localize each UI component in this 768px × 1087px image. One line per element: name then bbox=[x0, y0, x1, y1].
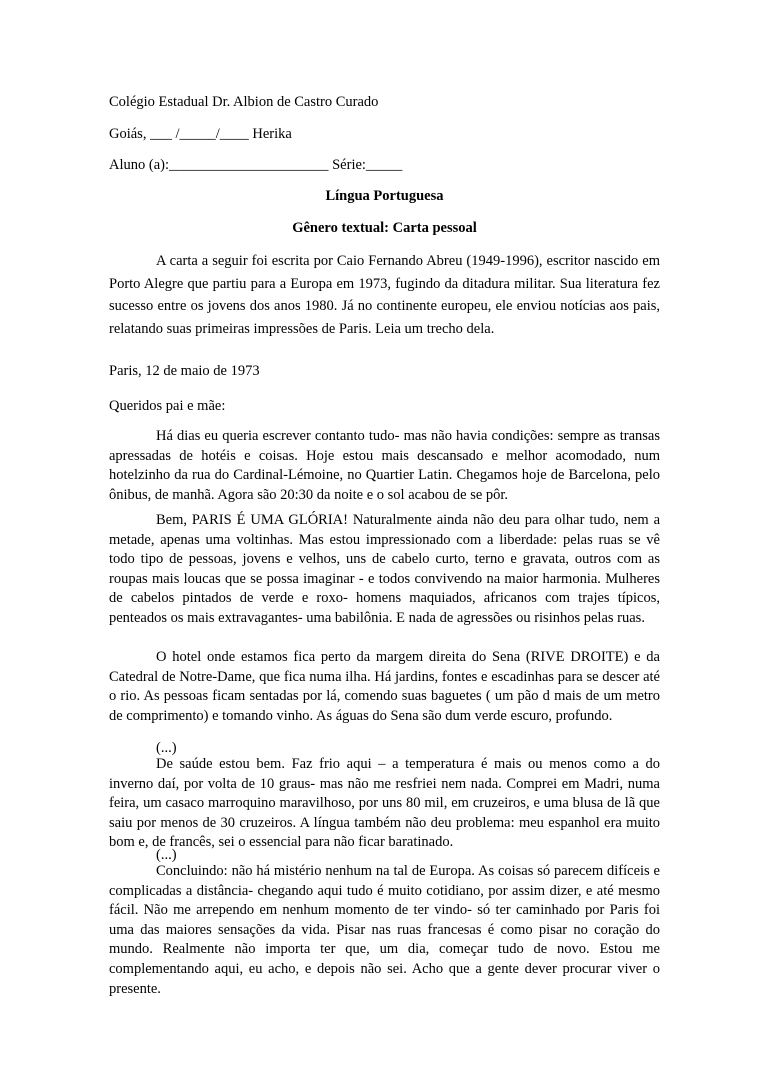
ellipsis-2: (...) bbox=[156, 847, 177, 863]
letter-paragraph-3: O hotel onde estamos fica perto da margem direita do Sena (RIVE DROITE) e da Catedral de Notre-Dame, que fica numa ilha. Há jardins, fontes e escadinhas para se descer até o rio. As pessoas ficam sentadas por lá, comendo suas baguetes ( um pão d mais de um metro de comprimento) e tomando vinho. As águas do Sena são dum verde escuro, profundo. bbox=[109, 649, 660, 724]
student-line: Aluno (a):______________________ Série:_____ bbox=[109, 157, 403, 173]
date-line: Goiás, ___ /_____/____ Herika bbox=[109, 126, 292, 142]
school-name: Colégio Estadual Dr. Albion de Castro Curado bbox=[109, 94, 379, 110]
ellipsis-1: (...) bbox=[156, 740, 177, 756]
letter-greeting: Queridos pai e mãe: bbox=[109, 398, 226, 414]
genre-title: Gênero textual: Carta pessoal bbox=[292, 220, 477, 236]
intro-paragraph: A carta a seguir foi escrita por Caio Fernando Abreu (1949-1996), escritor nascido em Porto Alegre que partiu para a Europa em 1973, fugindo da ditadura militar. Sua literatura fez sucesso entre os jovens dos anos 1980. Já no continente europeu, ele enviou notícias aos pais, relatando suas primeiras impressões de Paris. Leia um trecho dela. bbox=[109, 253, 660, 337]
letter-paragraph-4: De saúde estou bem. Faz frio aqui – a temperatura é mais ou menos como a do inverno daí, por volta de 10 graus- mas não me resfriei nem nada. Comprei em Madri, numa feira, um casaco marroquino maravilhoso, por uns 80 mil, em cruzeiros, e uma blusa de lã que saiu por menos de 30 cruzeiros. A língua também não deu problema: meu espanhol era muito bom e, de francês, sei o essencial para não ficar baratinado. bbox=[109, 756, 660, 851]
subject-title: Língua Portuguesa bbox=[325, 188, 444, 204]
letter-paragraph-1: Há dias eu queria escrever contanto tudo- mas não havia condições: sempre as transas apressadas de hotéis e coisas. Hoje estou mais descansado e melhor acomodado, num hotelzinho da rua do Cardinal-Lémoine, no Quartier Latin. Chegamos hoje de Barcelona, pelo ônibus, de manhã. Agora são 20:30 da noite e o sol acabou de se pôr. bbox=[109, 428, 660, 503]
letter-date: Paris, 12 de maio de 1973 bbox=[109, 363, 260, 379]
letter-paragraph-2: Bem, PARIS É UMA GLÓRIA! Naturalmente ainda não deu para olhar tudo, nem a metade, apenas uma voltinhas. Mas estou impressionado com a liberdade: pelas ruas se vê todo tipo de pessoas, jovens e velhos, uns de cabelo curto, terno e gravata, outros com as roupas mais loucas que se possa imaginar - e todos convivendo na maior harmonia. Mulheres de cabelos pintados de verde e roxo- homens maquiados, africanos com trajes típicos, penteados os mais extravagantes- uma babilônia. E nada de agressões ou risinhos pelas ruas. bbox=[109, 512, 660, 626]
letter-paragraph-5: Concluindo: não há mistério nenhum na tal de Europa. As coisas só parecem difíceis e complicadas a distância- chegando aqui tudo é muito cotidiano, por assim dizer, e até mesmo fácil. Não me arrependo em nenhum momento de ter vindo- só ter caminhado por Paris foi uma das maiores sensações da vida. Pisar nas ruas francesas é como pisar no coração do mundo. Realmente não importa ter que, um dia, começar tudo de novo. Estou me complementando aqui, eu acho, e depois não sei. Acho que a gente dever procurar viver o presente. bbox=[109, 863, 660, 997]
